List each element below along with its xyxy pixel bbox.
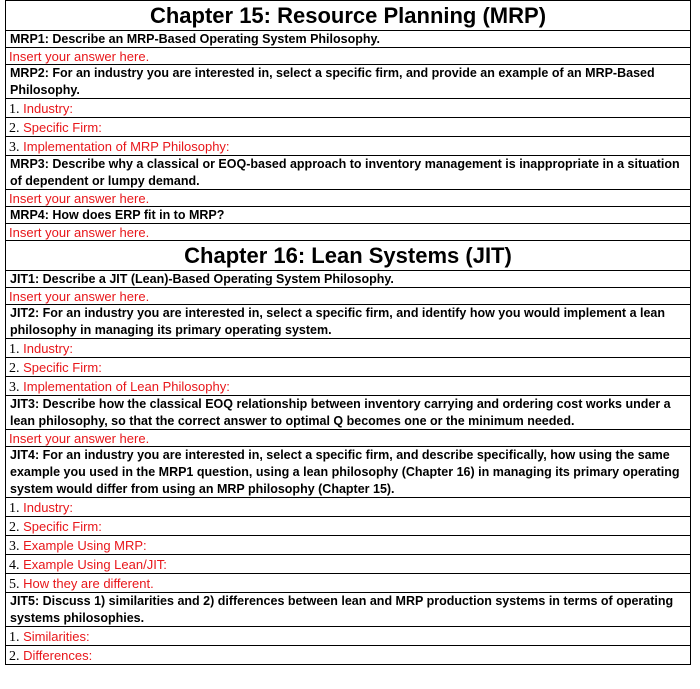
item-number: 2. [9, 649, 20, 664]
item-number: 3. [9, 539, 20, 554]
mrp2-item-implementation[interactable] [6, 137, 690, 156]
item-label: Industry: [23, 500, 73, 515]
item-label: Specific Firm: [23, 360, 102, 375]
jit4-item-lean-example[interactable] [6, 555, 690, 574]
jit2-item-industry[interactable] [6, 339, 690, 358]
item-label: Specific Firm: [23, 519, 102, 534]
mrp1-answer[interactable]: Insert your answer here. [6, 48, 690, 65]
item-number: 3. [9, 140, 20, 155]
jit4-question: JIT4: For an industry you are interested in, select a specific firm, and describe specifically, how using the same example you used in the MRP1 question, using a lean philosophy (Chapter 16) in managing its primary operating system would differ from using an MRP philosophy (Chapter 15). [6, 447, 690, 498]
mrp2-item-firm[interactable] [6, 118, 690, 137]
item-number: 5. [9, 577, 20, 592]
mrp3-answer[interactable]: Insert your answer here. [6, 190, 690, 207]
item-label: Industry: [23, 101, 73, 116]
mrp2-item-industry[interactable] [6, 99, 690, 118]
item-label: Example Using MRP: [23, 538, 147, 553]
mrp4-question: MRP4: How does ERP fit in to MRP? [6, 207, 690, 224]
jit4-item-difference[interactable] [6, 574, 690, 593]
jit2-item-firm[interactable] [6, 358, 690, 377]
chapter-15-title: Chapter 15: Resource Planning (MRP) [6, 1, 690, 31]
item-number: 1. [9, 102, 20, 117]
jit2-question: JIT2: For an industry you are interested in, select a specific firm, and identify how you would implement a lean philosophy in managing its primary operating system. [6, 305, 690, 339]
assignment-table [5, 0, 691, 665]
item-number: 2. [9, 520, 20, 535]
jit3-question: JIT3: Describe how the classical EOQ relationship between inventory carrying and ordering cost works under a lean philosophy, so that the correct answer to optimal Q becomes one or the minimum needed. [6, 396, 690, 430]
item-label: Specific Firm: [23, 120, 102, 135]
jit2-item-implementation[interactable] [6, 377, 690, 396]
jit5-item-differences[interactable] [6, 646, 690, 665]
jit4-item-firm[interactable] [6, 517, 690, 536]
item-number: 2. [9, 121, 20, 136]
jit1-question: JIT1: Describe a JIT (Lean)-Based Operating System Philosophy. [6, 271, 690, 288]
mrp3-question: MRP3: Describe why a classical or EOQ-based approach to inventory management is inappropriate in a situation of dependent or lumpy demand. [6, 156, 690, 190]
item-label: Similarities: [23, 629, 90, 644]
item-label: Industry: [23, 341, 73, 356]
mrp4-answer[interactable]: Insert your answer here. [6, 224, 690, 241]
jit1-answer[interactable]: Insert your answer here. [6, 288, 690, 305]
item-label: Example Using Lean/JIT: [23, 557, 167, 572]
item-number: 1. [9, 501, 20, 516]
jit4-item-industry[interactable] [6, 498, 690, 517]
mrp2-question: MRP2: For an industry you are interested in, select a specific firm, and provide an example of an MRP-Based Philosophy. [6, 65, 690, 99]
item-number: 3. [9, 380, 20, 395]
chapter-16-title: Chapter 16: Lean Systems (JIT) [6, 241, 690, 271]
item-number: 1. [9, 342, 20, 357]
jit5-question: JIT5: Discuss 1) similarities and 2) differences between lean and MRP production systems in terms of operating systems philosophies. [6, 593, 690, 627]
item-number: 2. [9, 361, 20, 376]
item-label: Implementation of Lean Philosophy: [23, 379, 230, 394]
jit3-answer[interactable]: Insert your answer here. [6, 430, 690, 447]
item-number: 1. [9, 630, 20, 645]
item-label: Implementation of MRP Philosophy: [23, 139, 230, 154]
item-label: Differences: [23, 648, 93, 663]
item-label: How they are different. [23, 576, 154, 591]
jit4-item-mrp-example[interactable] [6, 536, 690, 555]
item-number: 4. [9, 558, 20, 573]
jit5-item-similarities[interactable] [6, 627, 690, 646]
mrp1-question: MRP1: Describe an MRP-Based Operating System Philosophy. [6, 31, 690, 48]
